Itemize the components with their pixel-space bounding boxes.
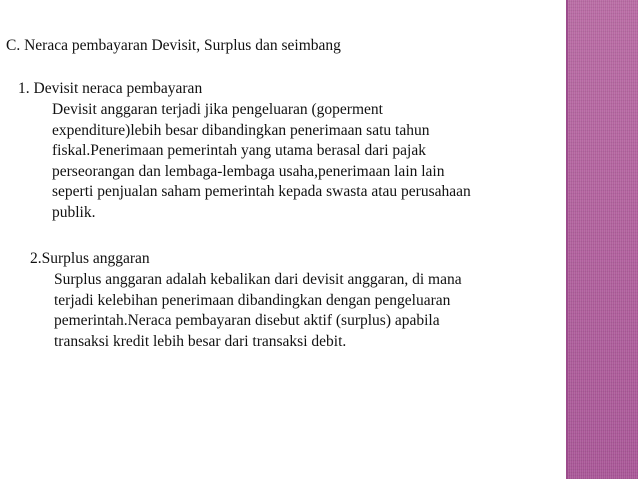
- body-line: Devisit anggaran terjadi jika pengeluaran (goperment: [52, 101, 383, 118]
- section-body-devisit: [52, 100, 471, 224]
- slide-heading: C. Neraca pembayaran Devisit, Surplus dan seimbang: [6, 37, 341, 54]
- section-title-surplus: 2.Surplus anggaran: [30, 250, 150, 267]
- body-line: transaksi kredit lebih besar dari transaksi debit.: [54, 332, 347, 350]
- body-line: publik.: [52, 203, 96, 221]
- body-line: seperti penjualan saham pemerintah kepada swasta atau perusahaan: [52, 183, 471, 201]
- section-title-devisit: 1. Devisit neraca pembayaran: [18, 80, 203, 97]
- body-line: pemerintah.Neraca pembayaran disebut aktif (surplus) apabila: [54, 312, 440, 330]
- body-line: terjadi kelebihan penerimaan dibandingkan dengan pengeluaran: [54, 291, 451, 309]
- decorative-side-panel: [566, 0, 638, 479]
- body-line: Surplus anggaran adalah kebalikan dari devisit anggaran, di mana: [54, 271, 462, 288]
- body-line: perseorangan dan lembaga-lembaga usaha,penerimaan lain lain: [52, 162, 445, 180]
- side-panel-edge: [566, 0, 568, 479]
- body-line: expenditure)lebih besar dibandingkan penerimaan satu tahun: [52, 121, 430, 139]
- section-body-surplus: [54, 270, 462, 352]
- body-line: fiskal.Penerimaan pemerintah yang utama berasal dari pajak: [52, 142, 426, 160]
